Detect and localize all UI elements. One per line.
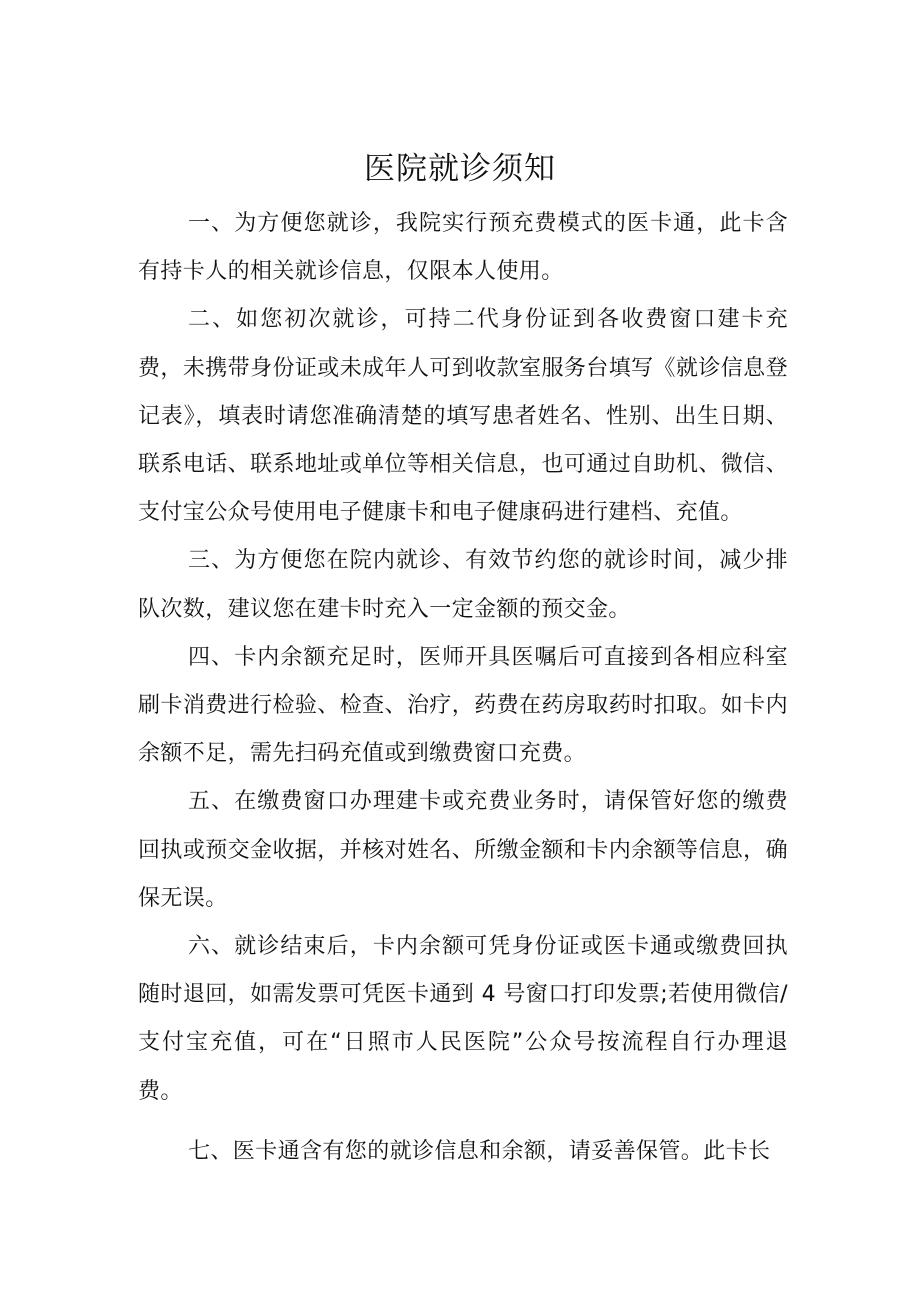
paragraph-6: 六、就诊结束后，卡内余额可凭身份证或医卡通或缴费回执随时退回，如需发票可凭医卡通到 4 号窗口打印发票;若使用微信/支付宝充值，可在“日照市人民医院”公众号按流程自行办理退费。 [138,934,788,1104]
paragraph-1: 一、为方便您就诊，我院实行预充费模式的医卡通，此卡含有持卡人的相关就诊信息，仅限本人使用。 [138,211,788,285]
paragraph-4: 四、卡内余额充足时，医师开具医嘱后可直接到各相应科室刷卡消费进行检验、检查、治疗，药费在药房取药时扣取。如卡内余额不足，需先扫码充值或到缴费窗口充费。 [138,644,788,767]
paragraph-3: 三、为方便您在院内就诊、有效节约您的就诊时间，减少排队次数，建议您在建卡时充入一定金额的预交金。 [138,548,788,622]
page-title: 医院就诊须知 [364,150,556,187]
paragraph-7: 七、医卡通含有您的就诊信息和余额，请妥善保管。此卡长 [188,1138,771,1164]
paragraph-2: 二、如您初次就诊，可持二代身份证到各收费窗口建卡充费，未携带身份证或未成年人可到收款室服务台填写《就诊信息登记表》，填表时请您准确清楚的填写患者姓名、性别、出生日期、联系电话、联系地址或单位等相关信息，也可通过自助机、微信、支付宝公众号使用电子健康卡和电子健康码进行建档、充值。 [138,307,788,526]
paragraph-5: 五、在缴费窗口办理建卡或充费业务时，请保管好您的缴费回执或预交金收据，并核对姓名、所缴金额和卡内余额等信息，确保无误。 [138,789,788,911]
notice-body [138,200,788,1176]
